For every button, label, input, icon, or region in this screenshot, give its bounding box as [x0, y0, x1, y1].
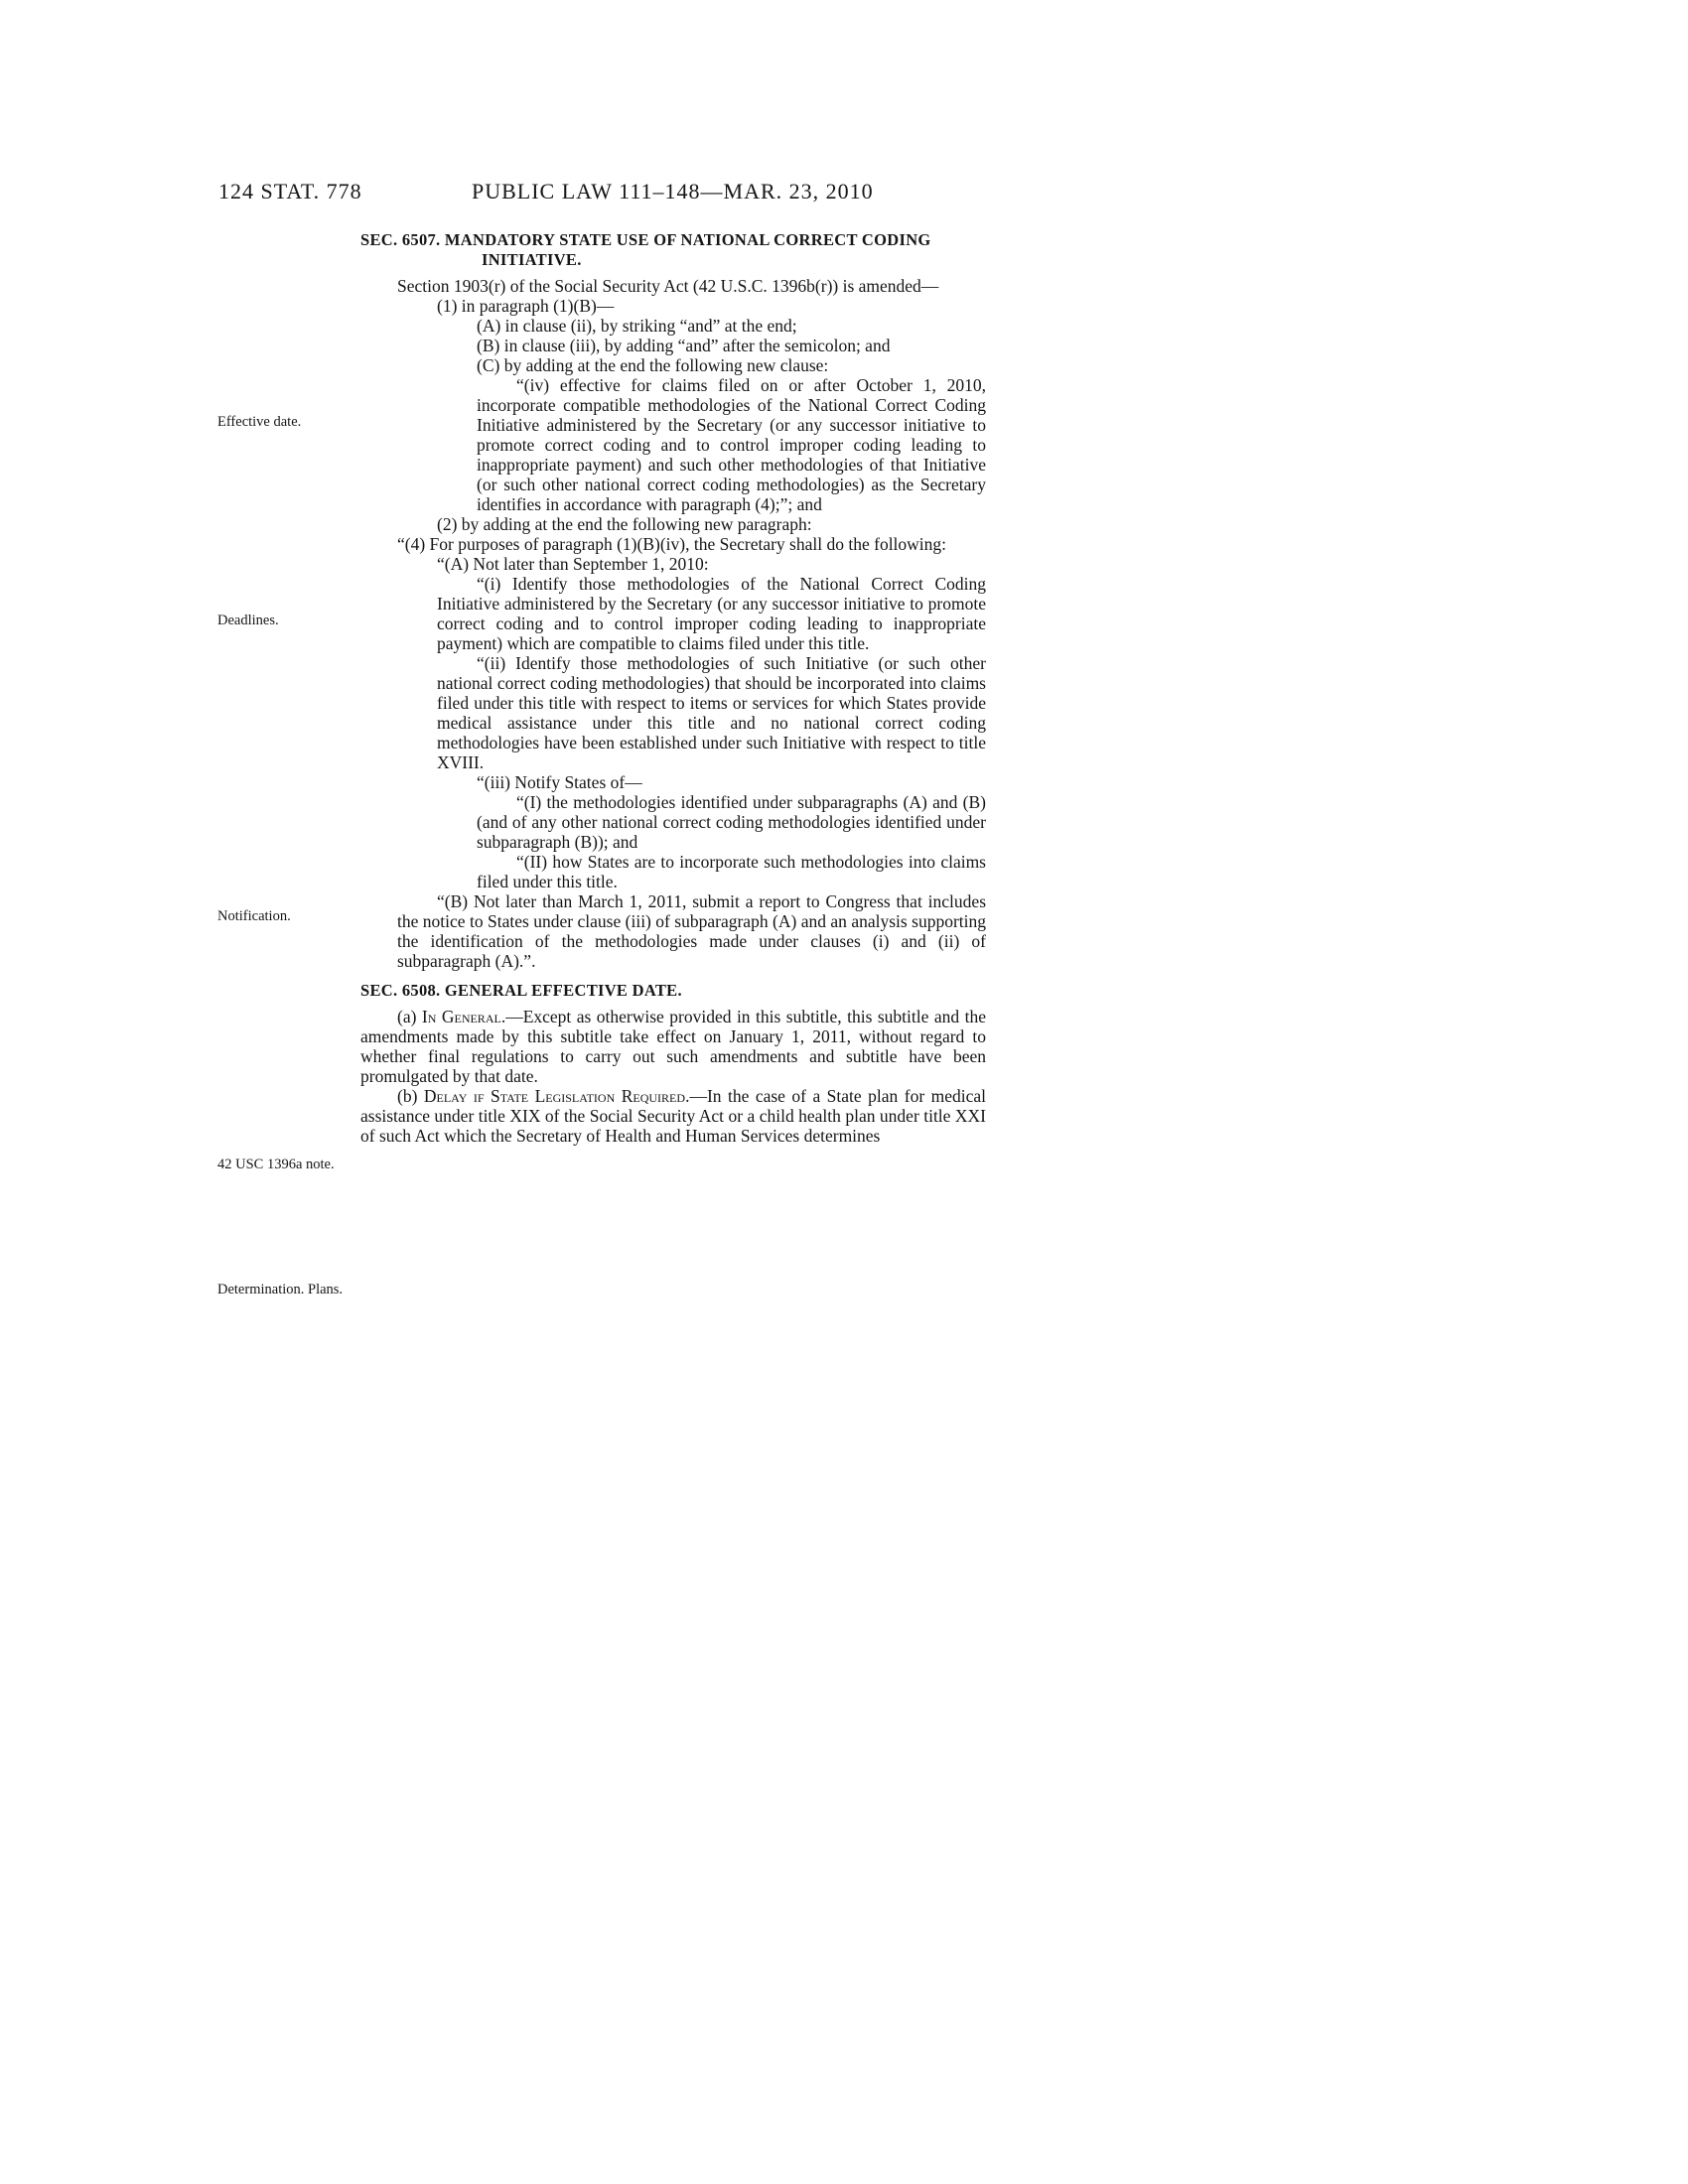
margin-note-notification: Notification. [217, 908, 291, 924]
subparagraph-1A: (A) in clause (ii), by striking “and” at the end; [477, 316, 797, 336]
paragraph-2: (2) by adding at the end the following new paragraph: [437, 514, 812, 534]
subparagraph-1C: (C) by adding at the end the following new clause: [477, 355, 829, 375]
margin-note-effective-date: Effective date. [217, 414, 302, 430]
subparagraph-4A: “(A) Not later than September 1, 2010: [437, 554, 709, 574]
margin-note-determination-plans: Determination. Plans. [217, 1282, 344, 1297]
para-b-prefix: (b) [397, 1086, 424, 1106]
stat-page-number: 124 STAT. 778 [218, 179, 362, 204]
statute-text-column [360, 230, 986, 1146]
sec6508-paragraph-b [360, 1086, 986, 1146]
para-a-smallcaps-label: In General [421, 1007, 501, 1026]
section-6507-heading: SEC. 6507. MANDATORY STATE USE OF NATIONAL CORRECT CODING INITIATIVE. [360, 230, 931, 269]
law-citation: PUBLIC LAW 111–148—MAR. 23, 2010 [472, 179, 874, 204]
section-6508-heading: SEC. 6508. GENERAL EFFECTIVE DATE. [360, 981, 682, 1000]
page-header [0, 179, 1688, 206]
clause-4A-ii: “(ii) Identify those methodologies of such Initiative (or such other national correct coding methodologies) that should be incorporated into claims filed under this title with respect to items or services for which States provide medical assistance under this title and no national correct coding methodologies have been established under such Initiative with respect to title XVIII. [437, 653, 986, 772]
clause-iv-text: “(iv) effective for claims filed on or after October 1, 2010, incorporate compatible methodologies of the National Correct Coding Initiative administered by the Secretary (or any successor initiative to promote correct coding and to control improper coding leading to inappropriate payment) and such other methodologies of that Initiative (or such other national correct coding methodologies) as the Secretary identifies in accordance with paragraph (4);”; and [477, 375, 986, 514]
clause-4A-i: “(i) Identify those methodologies of the National Correct Coding Initiative administered by the Secretary (or any successor initiative to promote correct coding and to control improper coding leading to inappropriate payment) which are compatible to claims filed under this title. [437, 574, 986, 653]
subparagraph-4B: “(B) Not later than March 1, 2011, submit a report to Congress that includes the notice to States under clause (iii) of subparagraph (A) and an analysis supporting the identification of the methodologies made under clauses (i) and (ii) of subparagraph (A).”. [397, 891, 986, 971]
paragraph-1: (1) in paragraph (1)(B)— [437, 296, 615, 316]
para-b-text: .—In the case of a State plan for medical assistance under title XIX of the Social Security Act or a child health plan under title XXI of such Act which the Secretary of Health and Human Services determines [360, 1086, 986, 1146]
clause-4A-iii: “(iii) Notify States of— [477, 772, 642, 792]
margin-note-deadlines: Deadlines. [217, 613, 279, 628]
sec6507-amendment-intro: Section 1903(r) of the Social Security Act (42 U.S.C. 1396b(r)) is amended— [397, 276, 939, 296]
subparagraph-1B: (B) in clause (iii), by adding “and” after the semicolon; and [477, 336, 891, 355]
subclause-II: “(II) how States are to incorporate such methodologies into claims filed under this title. [477, 852, 986, 891]
subclause-I: “(I) the methodologies identified under subparagraphs (A) and (B) (and of any other national correct coding methodologies identified under subparagraph (B)); and [477, 792, 986, 852]
para-a-text: .—Except as otherwise provided in this subtitle, this subtitle and the amendments made by this subtitle take effect on January 1, 2011, without regard to whether final regulations to carry out such amendments and subtitle have been promulgated by that date. [360, 1007, 986, 1086]
margin-note-usc-1396a: 42 USC 1396a note. [217, 1157, 335, 1172]
para-a-prefix: (a) [397, 1007, 422, 1026]
para-b-smallcaps-label: Delay if State Legislation Required [423, 1086, 686, 1106]
paragraph-4: “(4) For purposes of paragraph (1)(B)(iv), the Secretary shall do the following: [397, 534, 947, 554]
sec6508-paragraph-a [360, 1007, 986, 1086]
